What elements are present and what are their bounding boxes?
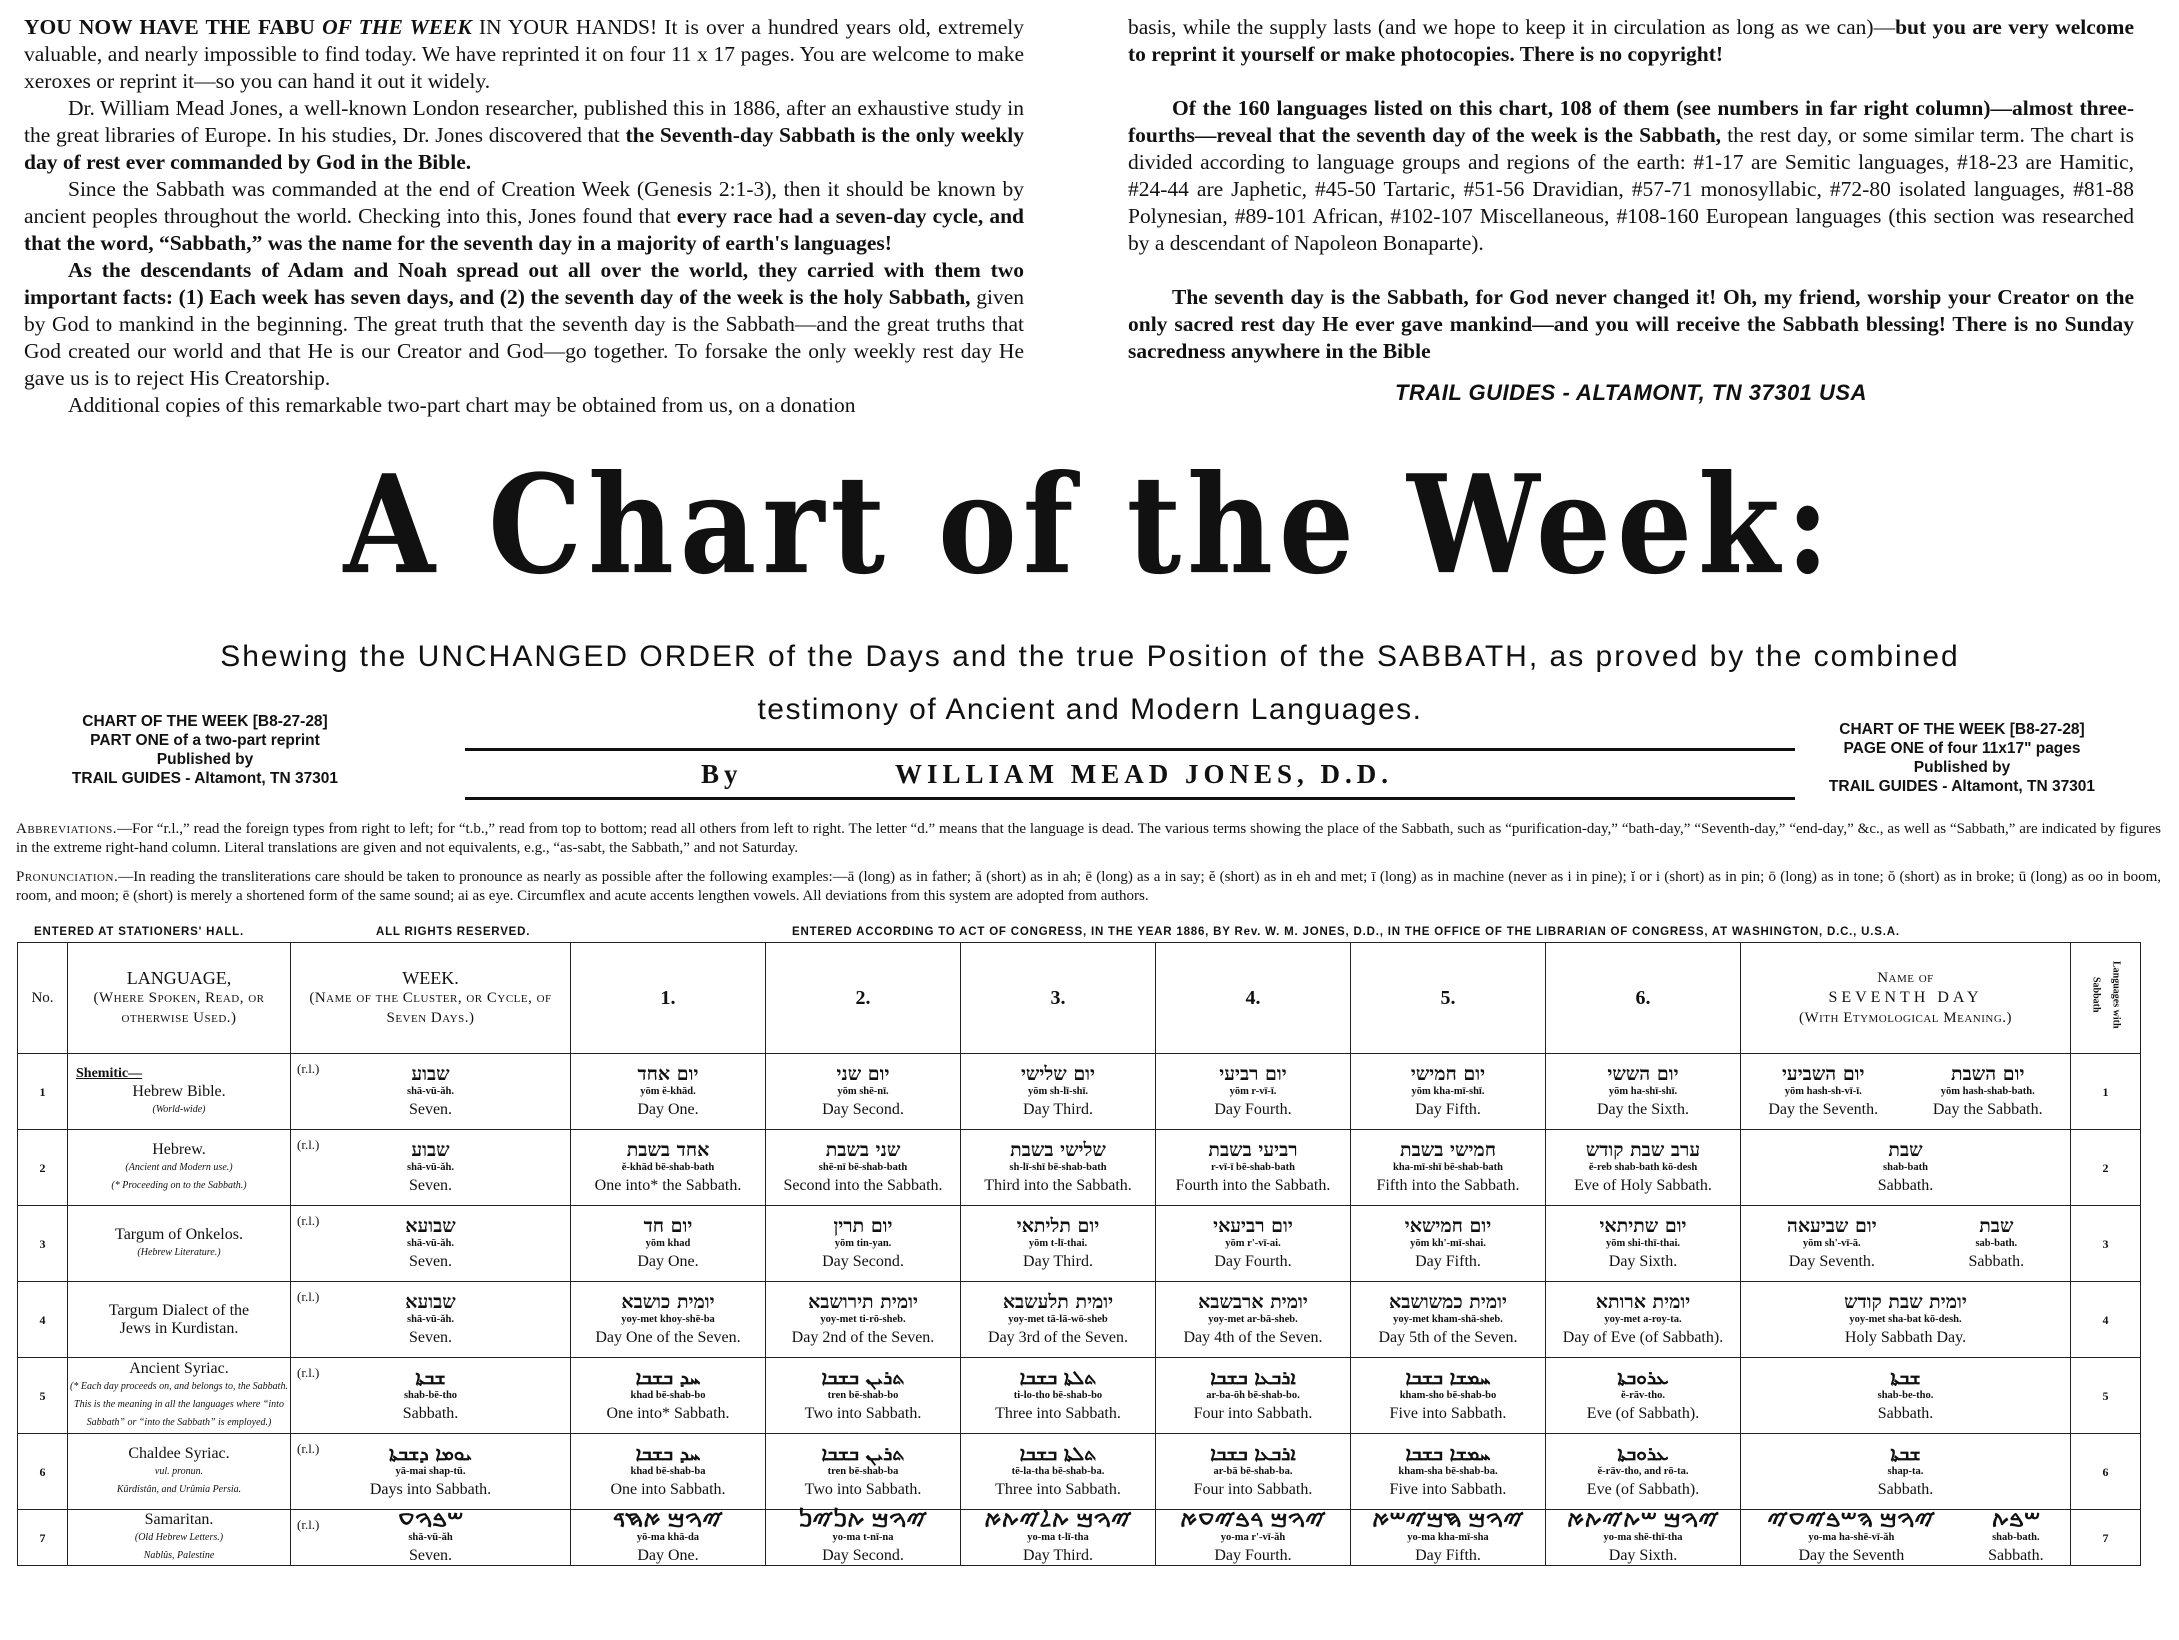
day-6-transliteration: yo-ma shē-thī-tha — [1603, 1531, 1683, 1543]
day-6-cell — [1546, 1206, 1741, 1282]
day-5-cell — [1351, 1510, 1546, 1566]
day-4-cell — [1156, 1206, 1351, 1282]
seventh-a-native: יום השביעי — [1781, 1062, 1865, 1085]
week-native: ܫܒܬܐ — [415, 1366, 446, 1389]
header-day-1: 1. — [571, 943, 766, 1054]
intro-paragraph-2: Dr. William Mead Jones, a well-known London researcher, published this in 1886, after an exhaustive study in the great libraries of Europe. In his studies, Dr. Jones discovered that the Seventh-day Sabbath is the only weekly day of rest ever commanded by God in the Bible. — [24, 96, 1024, 174]
seventh-native: שבת — [1888, 1138, 1923, 1161]
week-transliteration: shā-vū-ăh — [408, 1531, 453, 1543]
publication-info-left: CHART OF THE WEEK [B8-27-28] PART ONE of a two-part reprint Published by TRAIL GUIDES - Altamont, TN 37301 — [71, 713, 339, 787]
day-6-cell — [1546, 1130, 1741, 1206]
intro-right-column — [1128, 14, 2134, 406]
day-1-native: יומית כושבא — [621, 1290, 715, 1313]
day-3-transliteration: yōm t-lī-thai. — [1028, 1237, 1088, 1249]
day-1-meaning: Day One. — [637, 1252, 699, 1270]
day-2-transliteration: tren bē-shab-ba — [827, 1465, 899, 1477]
day-1-transliteration: yōm khad — [645, 1237, 691, 1249]
day-2-native: ܬܪܝܢ ܒܫܒܐ — [821, 1442, 905, 1465]
seventh-a-meaning: Day the Seventh — [1798, 1546, 1905, 1564]
day-4-transliteration: yo-ma r'-vī-ăh — [1220, 1531, 1286, 1543]
row-number: 1 — [18, 1054, 68, 1130]
row-number: 3 — [18, 1206, 68, 1282]
header-day-3: 3. — [961, 943, 1156, 1054]
week-cell: (r.l.) שבועא shā-vū-ăh. Seven. — [291, 1206, 571, 1282]
table-row — [18, 1130, 2141, 1206]
day-4-cell — [1156, 1434, 1351, 1510]
abbreviations-note: Abbreviations.—For “r.l.,” read the foreign types from right to left; for “t.b.,” read from top to bottom; read all others from left to right. The letter “d.” means that the language is dead. The various terms showing the place of the Sabbath, such as “purification-day,” “bath-day,” “Seventh-day,” “end-day,” &c., as well as “Sabbath,” are indicated by figures in the extreme right-hand column. Literal translations are given and not equivalents, e.g., “as-sabt, the Sabbath,” and not Saturday. — [16, 821, 2161, 856]
day-3-cell — [961, 1282, 1156, 1358]
day-3-native: ࠉࠅࠌ ࠕࠋࠉࠕࠀ — [984, 1508, 1132, 1531]
sabbath-column-number: 4 — [2071, 1282, 2141, 1358]
day-6-native: ࠉࠅࠌ ࠔࠕࠉࠕࠀ — [1566, 1508, 1720, 1531]
week-cell: (r.l.) שבוע shā-vū-ăh. Seven. — [291, 1130, 571, 1206]
day-3-meaning: Three into Sabbath. — [995, 1404, 1121, 1422]
seventh-b-native: ࠔࠁࠕ — [1991, 1508, 2041, 1531]
day-2-meaning: Day Second. — [822, 1252, 904, 1270]
day-3-native: שלישי בשבת — [1010, 1138, 1106, 1161]
day-6-transliteration: ĕ-rāv-tho. — [1620, 1389, 1666, 1401]
pronunciation-note: Pronunciation.—In reading the transliterations care should be taken to pronounce as nearly as possible after the following examples:—ā (long) as in father; ă (short) as in ah; ē (long) as a in say; ĕ (short) as in eh and met; ī (long) as in machine (never as i in pine); ĭ or i (short) as in pin; ō (long) as in tone; ŏ (short) as in broke; ū (long) as oo in boom, room, and moon; ē (short) is merely a shortened form of the same sound; ai as eye. Circumflex and acute accents lengthen vowels. All deviations from this system are adopted from authors. — [16, 869, 2161, 904]
day-1-native: יום חד — [643, 1214, 693, 1237]
seventh-day-cell — [1741, 1358, 2071, 1434]
day-6-native: ערב שבת קודש — [1585, 1138, 1701, 1161]
day-1-meaning: One into* Sabbath. — [606, 1404, 730, 1422]
header-day-5: 5. — [1351, 943, 1546, 1054]
day-3-transliteration: sh-lī-shī bē-shab-bath — [1009, 1161, 1107, 1173]
seventh-a-meaning: Day the Seventh. — [1768, 1100, 1879, 1118]
byline-by: By — [701, 759, 743, 789]
week-native: שבועא — [405, 1290, 456, 1313]
header-week: WEEK. (Name of the Cluster, or Cycle, of Seven Days.) — [291, 943, 571, 1054]
day-4-native: ܐܪܒܥܐ ܒܫܒܐ — [1210, 1442, 1296, 1465]
seventh-day-cell — [1741, 1130, 2071, 1206]
seventh-a-meaning: Day Seventh. — [1788, 1252, 1875, 1270]
day-4-cell — [1156, 1282, 1351, 1358]
day-2-native: יום שני — [836, 1062, 890, 1085]
day-5-native: יום חמישאי — [1404, 1214, 1492, 1237]
day-3-transliteration: yo-ma t-lī-tha — [1027, 1531, 1089, 1543]
day-4-transliteration: ar-ba-ōh bē-shab-bo. — [1206, 1389, 1300, 1401]
day-6-meaning: Eve of Holy Sabbath. — [1574, 1176, 1712, 1194]
table-row — [18, 1054, 2141, 1130]
day-1-native: ࠉࠅࠌ ࠀࠇࠃ — [612, 1508, 724, 1531]
day-4-meaning: Day Fourth. — [1214, 1100, 1292, 1118]
day-3-cell — [961, 1434, 1156, 1510]
day-4-native: רביעי בשבת — [1208, 1138, 1298, 1161]
day-1-cell — [571, 1282, 766, 1358]
day-2-transliteration: yo-ma t-nī-na — [832, 1531, 894, 1543]
day-1-transliteration: ĕ-khād bē-shab-bath — [621, 1161, 715, 1173]
seventh-meaning: Holy Sabbath Day. — [1844, 1328, 1967, 1346]
day-6-native: ܥܪܘܒܬܐ — [1617, 1442, 1669, 1465]
day-6-cell — [1546, 1510, 1741, 1566]
day-5-cell — [1351, 1358, 1546, 1434]
rights-reserved: ALL RIGHTS RESERVED. — [376, 926, 531, 938]
day-6-native: יום הששי — [1607, 1062, 1679, 1085]
day-1-cell — [571, 1358, 766, 1434]
day-3-native: יום תליתאי — [1016, 1214, 1100, 1237]
day-1-meaning: Day One. — [637, 1100, 699, 1118]
day-6-cell — [1546, 1358, 1741, 1434]
day-3-transliteration: tē-la-tha bē-shab-ba. — [1011, 1465, 1105, 1477]
week-meaning: Seven. — [408, 1546, 453, 1564]
language-name: Shemitic— Hebrew Bible. (World-wide) — [68, 1054, 291, 1130]
language-name: Hebrew. (Ancient and Modern use.) (* Proceeding on to the Sabbath.) — [68, 1130, 291, 1206]
day-2-cell — [766, 1434, 961, 1510]
day-4-transliteration: yōm r-vī-ī. — [1229, 1085, 1277, 1097]
seventh-meaning: Sabbath. — [1877, 1404, 1934, 1422]
sabbath-column-number: 1 — [2071, 1054, 2141, 1130]
day-5-cell — [1351, 1206, 1546, 1282]
day-3-cell — [961, 1130, 1156, 1206]
week-transliteration: shā-vū-ăh. — [407, 1313, 454, 1325]
day-2-cell — [766, 1054, 961, 1130]
day-3-cell — [961, 1206, 1156, 1282]
seventh-a-native: ࠉࠅࠌ ࠄࠔࠁࠉࠏࠉ — [1767, 1508, 1936, 1531]
day-1-native: אחד בשבת — [626, 1138, 710, 1161]
day-2-transliteration: shē-nī bē-shab-bath — [818, 1161, 908, 1173]
day-4-native: יום רביעאי — [1213, 1214, 1293, 1237]
day-5-transliteration: yōm kh'-mī-shai. — [1410, 1237, 1486, 1249]
day-3-meaning: Third into the Sabbath. — [984, 1176, 1132, 1194]
language-name: Ancient Syriac. (* Each day proceeds on, and belongs to, the Sabbath. This is the meaning in all the languages where “into Sabbath” or “into the Sabbath” is employed.) — [68, 1358, 291, 1434]
day-1-meaning: One into* the Sabbath. — [594, 1176, 742, 1194]
day-1-transliteration: khad bē-shab-bo — [630, 1389, 706, 1401]
seventh-b-transliteration: yōm hash-shab-bath. — [1940, 1085, 2035, 1097]
day-2-meaning: Day 2nd of the Seven. — [791, 1328, 935, 1346]
day-6-native: יום שתיתאי — [1599, 1214, 1687, 1237]
day-1-cell — [571, 1510, 766, 1566]
intro-left-column — [24, 14, 1024, 419]
day-1-cell — [571, 1054, 766, 1130]
week-cell: (r.l.) שבועא shā-vū-ăh. Seven. — [291, 1282, 571, 1358]
seventh-b-native: שבת — [1979, 1214, 2014, 1237]
header-seventh-day: Name of SEVENTH DAY (With Etymological Meaning.) — [1741, 943, 2071, 1054]
day-1-native: ܚܕ ܒܫܒܐ — [635, 1442, 701, 1465]
seventh-b-transliteration: sab-bath. — [1975, 1237, 2018, 1249]
week-meaning: Seven. — [408, 1252, 453, 1270]
publication-info-right: CHART OF THE WEEK [B8-27-28] PAGE ONE of four 11x17" pages Published by TRAIL GUIDES - Altamont, TN 37301 — [1828, 721, 2096, 795]
row-number: 7 — [18, 1510, 68, 1566]
day-3-meaning: Day Third. — [1023, 1100, 1093, 1118]
seventh-a-transliteration: yōm hash-sh-vī-ī. — [1784, 1085, 1862, 1097]
day-1-native: ܚܕ ܒܫܒܐ — [635, 1366, 701, 1389]
language-name: Chaldee Syriac. vul. pronun. Kûrdistân, and Urûmia Persia. — [68, 1434, 291, 1510]
week-cell: (r.l.) ࠔࠁࠅࠏ shā-vū-ăh Seven. — [291, 1510, 571, 1566]
day-5-meaning: Day Fifth. — [1415, 1252, 1481, 1270]
seventh-day-cell — [1741, 1510, 2071, 1566]
day-5-meaning: Five into Sabbath. — [1389, 1480, 1507, 1498]
day-3-meaning: Day 3rd of the Seven. — [988, 1328, 1128, 1346]
intro-right-paragraph-1: basis, while the supply lasts (and we hope to keep it in circulation as long as we can)—but you are very welcome to reprint it yourself or make photocopies. There is no copyright! — [1128, 15, 2134, 66]
day-6-transliteration: yoy-met a-roy-ta. — [1604, 1313, 1682, 1325]
intro-paragraph-1: YOU NOW HAVE THE FABU OF THE WEEK IN YOUR HANDS! It is over a hundred years old, extremely valuable, and nearly impossible to find today. We have reprinted it on four 11 x 17 pages. You are welcome to make xeroxes or reprint it—so you can hand it out it widely. — [24, 15, 1024, 93]
day-3-meaning: Day Third. — [1023, 1252, 1093, 1270]
day-5-native: חמישי בשבת — [1400, 1138, 1496, 1161]
header-sabbath-languages: Languages with Sabbath — [2071, 943, 2141, 1054]
day-1-transliteration: yoy-met khoy-shē-ba — [621, 1313, 715, 1325]
intro-paragraph-4: As the descendants of Adam and Noah spread out all over the world, they carried with them two important facts: (1) Each week has seven days, and (2) the seventh day of the week is the holy Sabbath, given by God to mankind in the beginning. The great truth that the seventh day is the Sabbath—and the great truths that God created our world and that He is our Creator and God—go together. To forsake the only weekly rest day He gave us is to reject His Creatorship. — [24, 258, 1024, 390]
week-native: שבוע — [411, 1138, 450, 1161]
day-5-native: ࠉࠅࠌ ࠇࠌࠉࠔࠀ — [1372, 1508, 1524, 1531]
week-meaning: Seven. — [408, 1176, 453, 1194]
day-4-cell — [1156, 1054, 1351, 1130]
seventh-meaning: Sabbath. — [1877, 1480, 1934, 1498]
day-2-native: ܬܪܝܢ ܒܫܒܐ — [821, 1366, 905, 1389]
day-5-meaning: Day Fifth. — [1415, 1546, 1481, 1564]
day-5-transliteration: kham-sha bē-shab-ba. — [1398, 1465, 1498, 1477]
day-5-meaning: Day 5th of the Seven. — [1378, 1328, 1518, 1346]
day-2-native: יום תרין — [833, 1214, 893, 1237]
entered-congress: ENTERED ACCORDING TO ACT OF CONGRESS, IN THE YEAR 1886, BY Rev. W. M. JONES, D.D., IN THE OFFICE OF THE LIBRARIAN OF CONGRESS, AT WASHINGTON, D.C., U.S.A. — [792, 926, 1900, 938]
day-6-transliteration: yōm shi-thī-thai. — [1605, 1237, 1681, 1249]
day-1-transliteration: khad bē-shab-ba — [630, 1465, 706, 1477]
week-meaning: Seven. — [408, 1100, 453, 1118]
day-4-cell — [1156, 1130, 1351, 1206]
seventh-a-native: יום שביעאה — [1786, 1214, 1877, 1237]
sabbath-column-number: 3 — [2071, 1206, 2141, 1282]
week-transliteration: shā-vū-ăh. — [407, 1085, 454, 1097]
day-4-native: ࠉࠅࠌ ࠓࠁࠉࠏࠀ — [1179, 1508, 1327, 1531]
day-2-meaning: Day Second. — [822, 1546, 904, 1564]
day-2-transliteration: tren bē-shab-bo — [827, 1389, 899, 1401]
day-6-transliteration: ĕ-reb shab-bath kō-desh — [1588, 1161, 1698, 1173]
day-2-native: יומית תירושבא — [808, 1290, 918, 1313]
table-row — [18, 1282, 2141, 1358]
table-row — [18, 1206, 2141, 1282]
day-5-native: יומית כמשושבא — [1389, 1290, 1507, 1313]
day-5-cell — [1351, 1130, 1546, 1206]
language-name: Samaritan. (Old Hebrew Letters.) Nablûs, Palestine — [68, 1510, 291, 1566]
day-1-meaning: Day One. — [637, 1546, 699, 1564]
day-6-native: יומית ארותא — [1595, 1290, 1691, 1313]
day-4-meaning: Day Fourth. — [1214, 1546, 1292, 1564]
intro-right-paragraph-3: The seventh day is the Sabbath, for God never changed it! Oh, my friend, worship your Creator on the only sacred rest day He ever gave mankind—and you will receive the Sabbath blessing! There is no Sunday sacredness anywhere in the Bible — [1128, 285, 2134, 363]
day-3-meaning: Day Third. — [1023, 1546, 1093, 1564]
day-3-native: יומית תלעשבא — [1002, 1290, 1114, 1313]
day-1-meaning: One into Sabbath. — [610, 1480, 726, 1498]
seventh-b-native: יום השבת — [1951, 1062, 2025, 1085]
day-2-meaning: Day Second. — [822, 1100, 904, 1118]
sabbath-column-number: 6 — [2071, 1434, 2141, 1510]
day-5-cell — [1351, 1282, 1546, 1358]
day-4-cell — [1156, 1358, 1351, 1434]
week-meaning: Days into Sabbath. — [369, 1480, 492, 1498]
day-2-cell — [766, 1206, 961, 1282]
language-name: Targum Dialect of the Jews in Kurdistan. — [68, 1282, 291, 1358]
day-4-cell — [1156, 1510, 1351, 1566]
day-5-meaning: Fifth into the Sabbath. — [1376, 1176, 1520, 1194]
day-4-transliteration: r-vī-ī bē-shab-bath — [1211, 1161, 1295, 1173]
day-6-cell — [1546, 1434, 1741, 1510]
day-1-native: יום אחד — [637, 1062, 699, 1085]
day-6-transliteration: ĕ-rāv-tho, and rō-ta. — [1597, 1465, 1689, 1477]
day-2-transliteration: yoy-met ti-rō-sheb. — [820, 1313, 906, 1325]
day-2-native: שני בשבת — [825, 1138, 901, 1161]
day-3-cell — [961, 1510, 1156, 1566]
day-5-transliteration: yoy-met kham-shā-sheb. — [1393, 1313, 1503, 1325]
day-6-meaning: Day Sixth. — [1608, 1252, 1678, 1270]
day-4-native: ܐܪܒܥܐ ܒܫܒܐ — [1210, 1366, 1296, 1389]
week-chart-table — [17, 942, 2141, 1566]
day-6-cell — [1546, 1054, 1741, 1130]
day-4-transliteration: yōm r'-vī-ai. — [1225, 1237, 1281, 1249]
day-4-transliteration: yoy-met ar-bā-sheb. — [1208, 1313, 1298, 1325]
table-row — [18, 1510, 2141, 1566]
intro-paragraph-5: Additional copies of this remarkable two-part chart may be obtained from us, on a donation — [68, 393, 856, 417]
header-language: LANGUAGE, (Where Spoken, Read, or otherwise Used.) — [68, 943, 291, 1054]
seventh-transliteration: yoy-met sha-bat kō-desh. — [1849, 1313, 1962, 1325]
table-row — [18, 1434, 2141, 1510]
day-3-transliteration: yoy-met tā-lā-wō-sheb — [1008, 1313, 1108, 1325]
day-5-meaning: Day Fifth. — [1415, 1100, 1481, 1118]
day-2-meaning: Two into Sabbath. — [804, 1480, 922, 1498]
day-4-meaning: Day Fourth. — [1214, 1252, 1292, 1270]
seventh-day-cell — [1741, 1206, 2071, 1282]
day-3-native: ܬܠܬܐ ܒܫܒܐ — [1019, 1366, 1097, 1389]
day-6-meaning: Day the Sixth. — [1597, 1100, 1689, 1118]
week-transliteration: shā-vū-ăh. — [407, 1237, 454, 1249]
week-transliteration: yā-mai shap-tū. — [395, 1465, 466, 1477]
week-transliteration: shab-bē-tho — [403, 1389, 458, 1401]
day-6-meaning: Day of Eve (of Sabbath). — [1562, 1328, 1724, 1346]
day-3-cell — [961, 1358, 1156, 1434]
day-4-meaning: Four into Sabbath. — [1193, 1480, 1313, 1498]
header-day-2: 2. — [766, 943, 961, 1054]
day-4-native: יומית ארבשבא — [1198, 1290, 1308, 1313]
day-1-meaning: Day One of the Seven. — [595, 1328, 741, 1346]
table-row — [18, 1358, 2141, 1434]
sabbath-column-number: 5 — [2071, 1358, 2141, 1434]
day-2-cell — [766, 1130, 961, 1206]
day-4-transliteration: ar-bā bē-shab-ba. — [1213, 1465, 1293, 1477]
day-3-meaning: Three into Sabbath. — [995, 1480, 1121, 1498]
week-native: שבוע — [411, 1062, 450, 1085]
day-6-transliteration: yōm ha-shī-shī. — [1608, 1085, 1678, 1097]
day-2-transliteration: yōm shē-nī. — [837, 1085, 889, 1097]
day-2-cell — [766, 1282, 961, 1358]
day-1-cell — [571, 1130, 766, 1206]
seventh-day-cell — [1741, 1282, 2071, 1358]
seventh-b-meaning: Sabbath. — [1968, 1252, 2025, 1270]
week-transliteration: shā-vū-ăh. — [407, 1161, 454, 1173]
row-number: 5 — [18, 1358, 68, 1434]
header-day-4: 4. — [1156, 943, 1351, 1054]
table-header-row — [18, 943, 2141, 1054]
group-label: Shemitic— — [76, 1065, 143, 1081]
seventh-day-cell — [1741, 1434, 2071, 1510]
week-meaning: Sabbath. — [402, 1404, 459, 1422]
day-4-meaning: Day 4th of the Seven. — [1183, 1328, 1323, 1346]
intro-right-paragraph-2: Of the 160 languages listed on this chart, 108 of them (see numbers in far right column)—almost three-fourths—reveal that the seventh day of the week is the Sabbath, the rest day, or some similar term. The chart is divided according to language groups and regions of the earth: #1-17 are Semitic languages, #18-23 are Hamitic, #24-44 are Japhetic, #45-50 Tartaric, #51-56 Dravidian, #57-71 monosyllabic, #72-80 isolated languages, #81-88 Polynesian, #89-101 African, #102-107 Miscellaneous, #108-160 European languages (this section was researched by a descendant of Napoleon Bonaparte). — [1128, 96, 2134, 255]
day-5-transliteration: yo-ma kha-mī-sha — [1407, 1531, 1489, 1543]
seventh-meaning: Sabbath. — [1877, 1176, 1934, 1194]
day-6-cell — [1546, 1282, 1741, 1358]
day-3-native: יום שלישי — [1020, 1062, 1096, 1085]
seventh-b-transliteration: shab-bath. — [1992, 1531, 2040, 1543]
day-2-cell — [766, 1358, 961, 1434]
sabbath-column-number: 7 — [2071, 1510, 2141, 1566]
subtitle-line-2: testimony of Ancient and Modern Languages. — [757, 693, 1423, 726]
day-4-meaning: Fourth into the Sabbath. — [1175, 1176, 1331, 1194]
week-native: שבועא — [405, 1214, 456, 1237]
publisher-address: TRAIL GUIDES - ALTAMONT, TN 37301 USA — [1395, 380, 1867, 405]
week-cell: (r.l.) ܝܘܡܐ ܕܫܒܬܐ yā-mai shap-tū. Days into Sabbath. — [291, 1434, 571, 1510]
day-1-cell — [571, 1206, 766, 1282]
day-2-cell — [766, 1510, 961, 1566]
day-2-meaning: Two into Sabbath. — [804, 1404, 922, 1422]
day-6-meaning: Eve (of Sabbath). — [1586, 1404, 1700, 1422]
day-6-native: ܥܪܘܒܬܐ — [1617, 1366, 1669, 1389]
seventh-native: ܫܒܬܐ — [1890, 1442, 1921, 1465]
day-5-transliteration: yōm kha-mī-shī. — [1411, 1085, 1485, 1097]
day-1-transliteration: yōm ĕ-khād. — [640, 1085, 696, 1097]
day-5-native: ܚܡܫܐ ܒܫܒܐ — [1405, 1442, 1491, 1465]
header-day-6: 6. — [1546, 943, 1741, 1054]
day-3-transliteration: ti-lo-tho bē-shab-bo — [1013, 1389, 1103, 1401]
subtitle-line-1: Shewing the UNCHANGED ORDER of the Days and the true Position of the SABBATH, as proved by the combined — [220, 640, 1960, 673]
header-no: No. — [18, 943, 68, 1054]
page-title: A Chart of the Week: — [343, 444, 1836, 605]
seventh-b-meaning: Sabbath. — [1988, 1546, 2044, 1564]
author-byline — [465, 748, 1795, 800]
seventh-a-transliteration: yōm sh'-vī-ā. — [1802, 1237, 1861, 1249]
day-5-native: ܚܡܫܐ ܒܫܒܐ — [1405, 1366, 1491, 1389]
byline-author: WILLIAM MEAD JONES, D.D. — [895, 759, 1394, 789]
sabbath-column-number: 2 — [2071, 1130, 2141, 1206]
seventh-day-cell — [1741, 1054, 2071, 1130]
week-native: ࠔࠁࠅࠏ — [397, 1508, 464, 1531]
day-4-native: יום רביעי — [1219, 1062, 1287, 1085]
day-5-native: יום חמישי — [1410, 1062, 1486, 1085]
day-2-transliteration: yōm tin-yan. — [834, 1237, 892, 1249]
day-6-meaning: Day Sixth. — [1608, 1546, 1678, 1564]
day-4-meaning: Four into Sabbath. — [1193, 1404, 1313, 1422]
seventh-native: ܫܒܬܐ — [1890, 1366, 1921, 1389]
week-meaning: Seven. — [408, 1328, 453, 1346]
day-5-cell — [1351, 1434, 1546, 1510]
day-2-native: ࠉࠅࠌ ࠕࠍࠉࠍ — [798, 1508, 928, 1531]
seventh-transliteration: shab-bath — [1883, 1161, 1928, 1173]
seventh-a-transliteration: yo-ma ha-shē-vī-ăh — [1808, 1531, 1895, 1543]
day-6-meaning: Eve (of Sabbath). — [1586, 1480, 1700, 1498]
day-2-meaning: Second into the Sabbath. — [783, 1176, 943, 1194]
week-cell: (r.l.) ܫܒܬܐ shab-bē-tho Sabbath. — [291, 1358, 571, 1434]
seventh-native: יומית שבת קודש — [1844, 1290, 1967, 1313]
row-number: 2 — [18, 1130, 68, 1206]
week-cell: (r.l.) שבוע shā-vū-ăh. Seven. — [291, 1054, 571, 1130]
day-1-cell — [571, 1434, 766, 1510]
week-native: ܝܘܡܐ ܕܫܒܬܐ — [389, 1442, 472, 1465]
day-5-cell — [1351, 1054, 1546, 1130]
seventh-transliteration: shab-be-tho. — [1877, 1389, 1934, 1401]
intro-paragraph-3: Since the Sabbath was commanded at the end of Creation Week (Genesis 2:1-3), then it should be known by ancient peoples throughout the world. Checking into this, Jones found that every race had a seven-day cycle, and that the word, “Sabbath,” was the name for the seventh day in a majority of earth's languages! — [24, 177, 1024, 255]
seventh-b-meaning: Day the Sabbath. — [1932, 1100, 2043, 1118]
language-name: Targum of Onkelos. (Hebrew Literature.) — [68, 1206, 291, 1282]
row-number: 4 — [18, 1282, 68, 1358]
day-3-cell — [961, 1054, 1156, 1130]
day-3-transliteration: yōm sh-lī-shī. — [1027, 1085, 1089, 1097]
entered-stationers: ENTERED AT STATIONERS' HALL. — [34, 926, 244, 938]
day-5-transliteration: kha-mī-shī bē-shab-bath — [1393, 1161, 1503, 1173]
day-3-native: ܬܠܬܐ ܒܫܒܐ — [1019, 1442, 1097, 1465]
day-5-meaning: Five into Sabbath. — [1389, 1404, 1507, 1422]
seventh-transliteration: shap-ta. — [1887, 1465, 1924, 1477]
day-1-transliteration: yō-ma khā-da — [636, 1531, 700, 1543]
row-number: 6 — [18, 1434, 68, 1510]
day-5-transliteration: kham-sho bē-shab-bo — [1399, 1389, 1497, 1401]
